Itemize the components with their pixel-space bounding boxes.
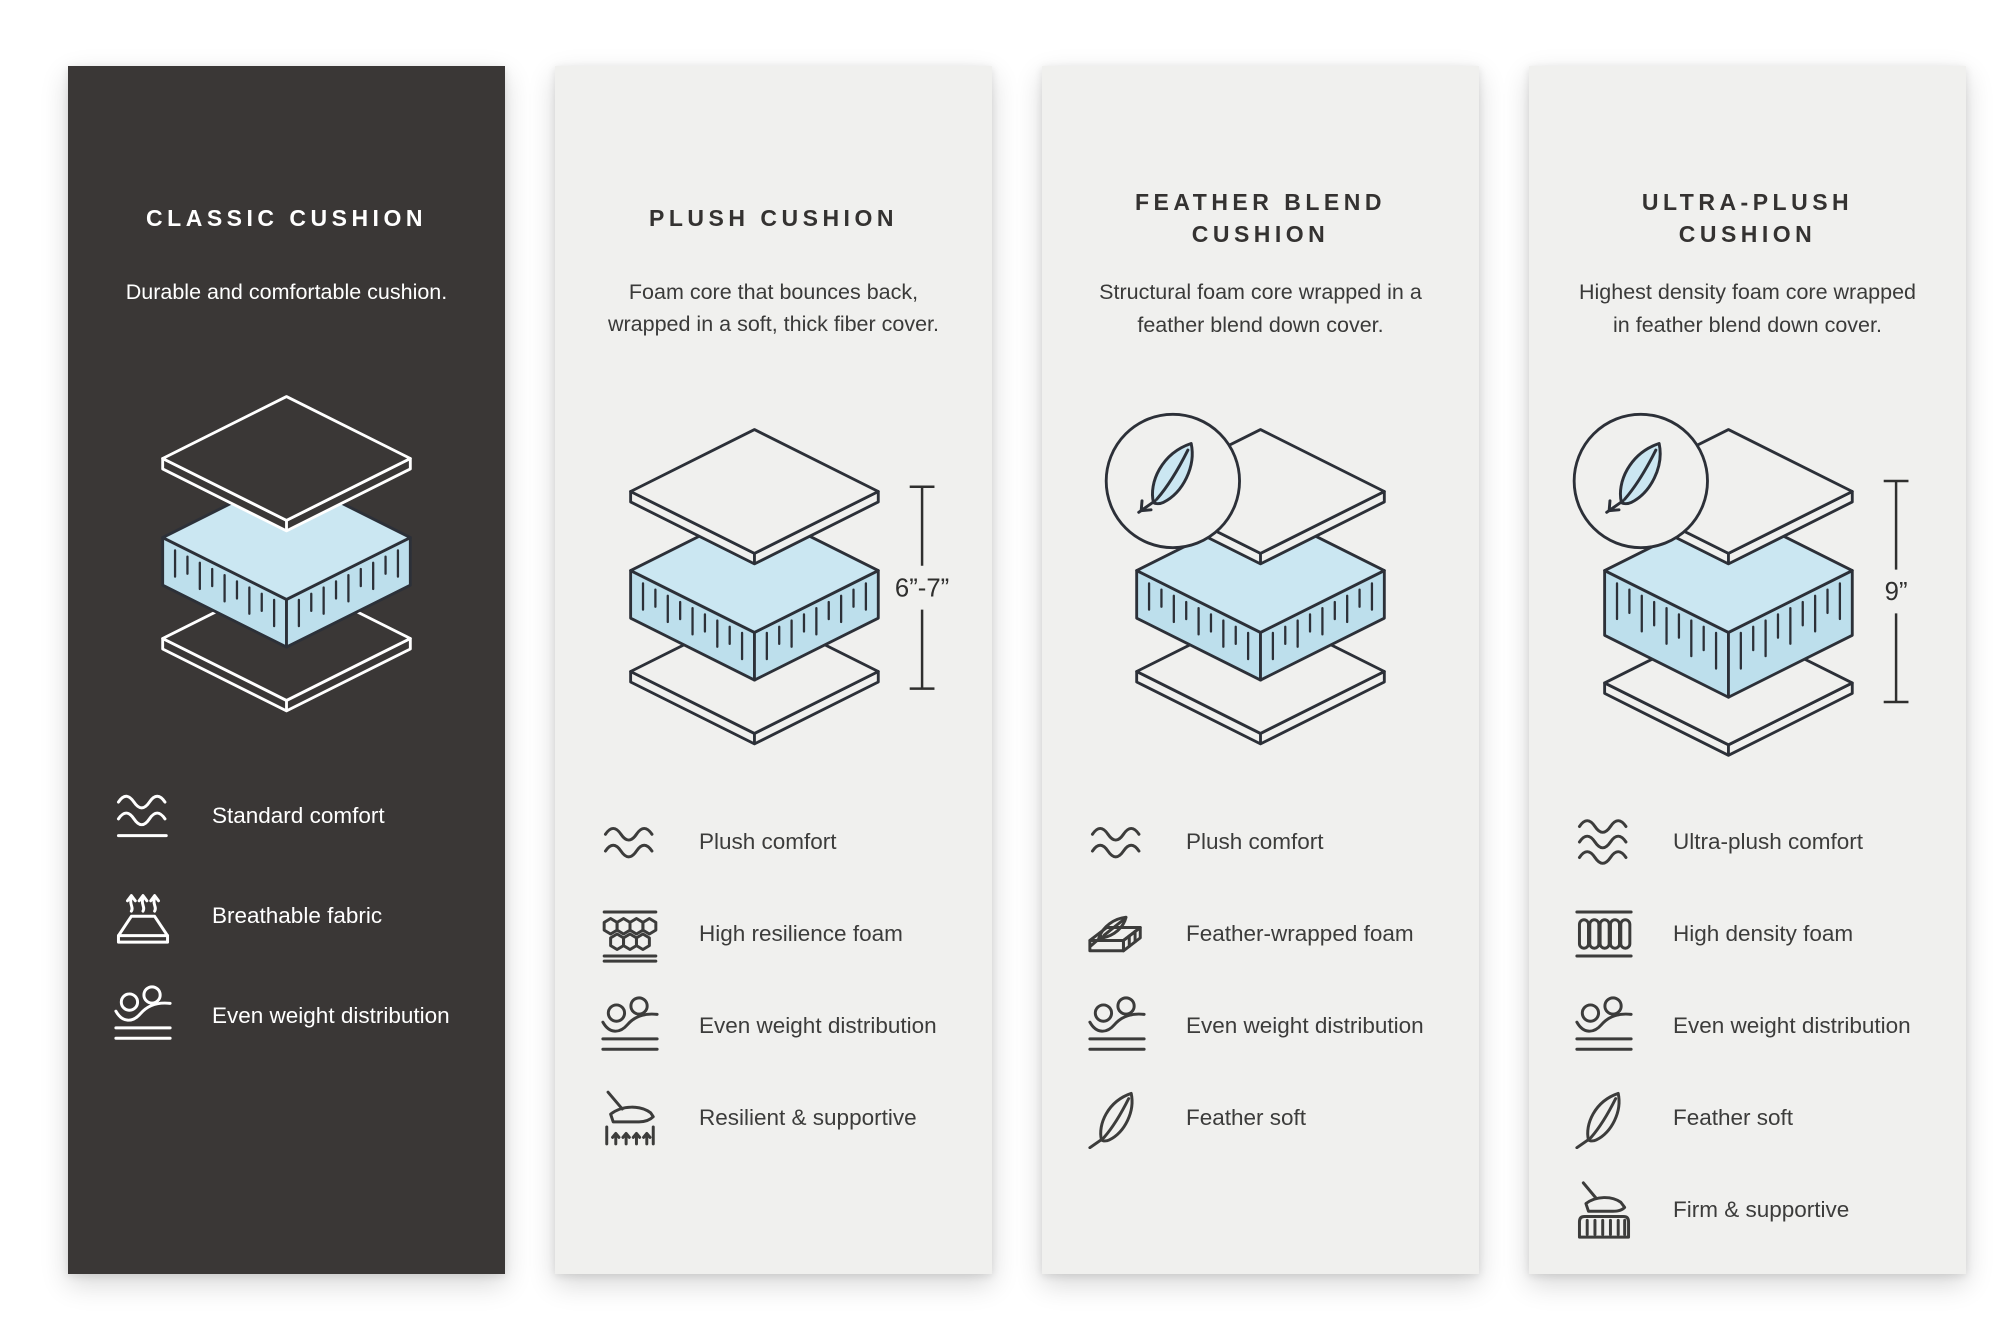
feature-label: Breathable fabric xyxy=(212,902,383,928)
high-density-foam-icon xyxy=(1573,903,1635,965)
feather-wrapped-foam-icon xyxy=(1086,903,1148,965)
panel-title: ULTRA-PLUSH CUSHION xyxy=(1641,189,1854,248)
feature-item xyxy=(1086,903,1451,965)
feature-item xyxy=(1573,1179,1938,1241)
breathable-fabric-icon xyxy=(112,884,174,946)
panel-description: Durable and comfortable cushion. xyxy=(125,280,448,304)
plush-comfort-waves-icon xyxy=(1086,811,1148,873)
plush-comfort-waves-icon xyxy=(599,811,661,873)
ultra-plush-comfort-waves-icon xyxy=(1573,811,1635,873)
feature-item xyxy=(112,784,477,846)
panel-feather-blend-cushion xyxy=(1042,66,1479,1274)
feature-item xyxy=(1573,811,1938,873)
feature-label: Firm & supportive xyxy=(1673,1197,1850,1223)
diagram-height-label: 6”-7” xyxy=(894,573,950,602)
feature-list xyxy=(1557,811,1938,1241)
cushion-layers-diagram xyxy=(1557,401,1938,761)
feature-label: Plush comfort xyxy=(1186,829,1324,855)
height-marker xyxy=(1884,481,1909,702)
feature-label: High resilience foam xyxy=(699,920,903,946)
firm-supportive-icon xyxy=(1573,1179,1635,1241)
cushion-layers-diagram xyxy=(1070,401,1451,761)
feature-label: Standard comfort xyxy=(212,802,385,828)
cushion-layers-diagram xyxy=(96,368,477,728)
feature-label: Feather soft xyxy=(1186,1105,1307,1131)
feature-label: Plush comfort xyxy=(699,828,837,854)
even-weight-icon xyxy=(599,995,661,1057)
feature-label: Even weight distribution xyxy=(1673,1013,1911,1039)
feature-list xyxy=(1070,811,1451,1149)
panel-title: FEATHER BLEND CUSHION xyxy=(1134,189,1386,248)
feature-item xyxy=(599,903,964,965)
standard-comfort-waves-icon xyxy=(112,784,174,846)
diagram-height-label: 9” xyxy=(1884,577,1908,606)
feature-list xyxy=(96,784,477,1046)
feature-item xyxy=(599,1087,964,1149)
panel-description: Structural foam core wrapped in a feather blend down cover. xyxy=(1099,280,1422,337)
feature-label: Even weight distribution xyxy=(1186,1013,1424,1039)
feather-soft-icon xyxy=(1573,1087,1635,1149)
feather-soft-icon xyxy=(1086,1087,1148,1149)
feature-item xyxy=(1573,903,1938,965)
even-weight-icon xyxy=(1086,995,1148,1057)
high-resilience-foam-icon xyxy=(599,903,661,965)
feature-item xyxy=(1086,1087,1451,1149)
feature-item xyxy=(112,984,477,1046)
panel-ultra-plush-cushion xyxy=(1529,66,1966,1274)
feature-label: Even weight distribution xyxy=(699,1012,937,1038)
panel-description: Highest density foam core wrapped in feather blend down cover. xyxy=(1578,280,1916,337)
feature-item xyxy=(1086,811,1451,873)
feather-badge xyxy=(1106,414,1239,547)
feather-badge xyxy=(1574,414,1707,547)
panel-title: CLASSIC CUSHION xyxy=(146,204,427,231)
resilient-supportive-icon xyxy=(599,1087,661,1149)
feature-label: Even weight distribution xyxy=(212,1002,450,1028)
cushion-layers-diagram xyxy=(583,401,964,761)
feature-item xyxy=(599,811,964,873)
panel-classic-cushion xyxy=(68,66,505,1274)
feature-item xyxy=(1086,995,1451,1057)
feature-label: Feather-wrapped foam xyxy=(1186,921,1414,947)
feature-label: Feather soft xyxy=(1673,1105,1794,1131)
feature-item xyxy=(599,995,964,1057)
feature-label: Resilient & supportive xyxy=(699,1104,917,1130)
even-weight-icon xyxy=(1573,995,1635,1057)
feature-list xyxy=(583,811,964,1149)
height-marker xyxy=(895,486,949,688)
feature-item xyxy=(1573,1087,1938,1149)
feature-item xyxy=(112,884,477,946)
feature-item xyxy=(1573,995,1938,1057)
panel-title: PLUSH CUSHION xyxy=(649,204,898,231)
feature-label: Ultra-plush comfort xyxy=(1673,829,1864,855)
panel-plush-cushion xyxy=(555,66,992,1274)
even-weight-icon xyxy=(112,984,174,1046)
feature-label: High density foam xyxy=(1673,921,1854,947)
panel-description: Foam core that bounces back, wrapped in a soft, thick fiber cover. xyxy=(607,280,940,337)
